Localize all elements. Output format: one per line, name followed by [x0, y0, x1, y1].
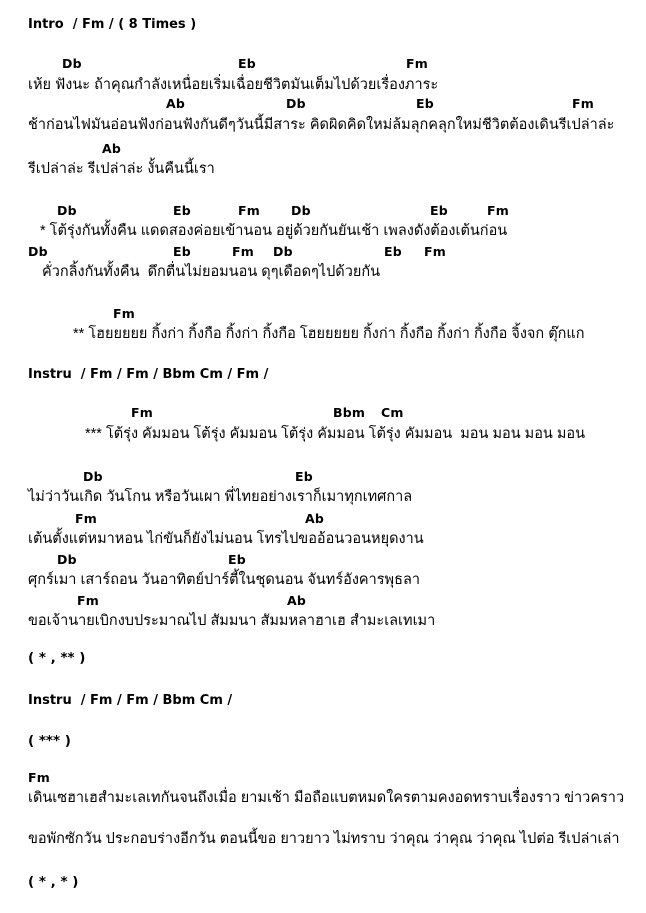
chord-label: Fm: [424, 244, 446, 259]
chord-label: Cm: [381, 405, 404, 420]
section-label: Instru / Fm / Fm / Bbm Cm /: [28, 693, 233, 708]
chord-label: Fm: [28, 770, 50, 785]
section-reference: ( * , * ): [28, 874, 79, 890]
chord-label: Fm: [75, 511, 97, 526]
chord-label: Eb: [173, 244, 191, 259]
chord-label: Ab: [287, 593, 307, 608]
chord-label: Eb: [430, 203, 448, 218]
chord-label: Db: [57, 203, 77, 218]
chord-label: Ab: [305, 511, 325, 526]
chord-label: Fm: [113, 306, 135, 321]
lyric-line: เห้ย ฟังนะ ถ้าคุณกำลังเหนื่อยเริ่มเฉื่อยชีวิตมันเต็มไปด้วยเรื่องภาระ: [28, 77, 439, 93]
chord-label: Db: [286, 96, 306, 111]
chord-label: Db: [62, 56, 82, 71]
chord-label: Eb: [416, 96, 434, 111]
lyric-line: รีเปล่าล่ะ รีเปล่าล่ะ งั้นคืนนี้เรา: [28, 161, 215, 177]
chord-label: Ab: [102, 141, 122, 156]
chord-label: Fm: [77, 593, 99, 608]
section-label: Intro / Fm / ( 8 Times ): [28, 17, 197, 32]
chord-label: Bbm: [333, 405, 366, 420]
lyric-line: *** โต้รุ่ง คัมมอน โต้รุ่ง คัมมอน โต้รุ่ง คัมมอน โต้รุ่ง คัมมอน มอน มอน มอน มอน: [85, 426, 586, 442]
lyric-line: ขอพักซักวัน ประกอบร่างอีกวัน ตอนนี้ขอ ยาวยาว ไม่ทราบ ว่าคุณ ว่าคุณ ว่าคุณ ไปต่อ รีเปล่าเล่า: [28, 831, 620, 847]
chord-label: Fm: [487, 203, 509, 218]
lyric-line: เดินเซฮาเฮสำมะเลเทกันจนถึงเมื่อ ยามเช้า มือถือแบตหมดใครตามคงอดทราบเรื่องราว ข่าวคราว: [28, 790, 625, 806]
lyric-line: ขอเจ้านายเบิกงบประมาณไป สัมมนา สัมมหลาฮาเฮ สำมะเลเทเมา: [28, 613, 436, 629]
chord-label: Fm: [572, 96, 594, 111]
chord-label: Fm: [406, 56, 428, 71]
chord-label: Fm: [131, 405, 153, 420]
chord-label: Ab: [166, 96, 186, 111]
chord-label: Db: [83, 469, 103, 484]
chord-label: Db: [273, 244, 293, 259]
lyric-line: คั่วกลิ้งกันทั้งคืน ดึกตื่นไม่ยอมนอน ดุๆเดือดๆไปด้วยกัน: [42, 264, 381, 280]
section-reference: ( * , ** ): [28, 650, 86, 666]
lyric-line: * โต้รุ่งกันทั้งคืน แดดสองค่อยเข้านอน อยู่ด้วยกันยันเช้า เพลงดังต้องเต้นก่อน: [40, 223, 508, 239]
chord-label: Db: [57, 552, 77, 567]
chord-label: Eb: [295, 469, 313, 484]
chord-label: Eb: [238, 56, 256, 71]
lyric-line: ช้าก่อนไฟมันอ่อนฟังก่อนฟังกันดีๆวันนี้มีสาระ คิดผิดคิดใหม่ล้มลุกคลุกใหม่ชีวิตต้องเดินรีเปล่าล่ะ: [28, 117, 615, 133]
chord-label: Fm: [238, 203, 260, 218]
chord-label: Eb: [228, 552, 246, 567]
lyric-line: ไม่ว่าวันเกิด วันโกน หรือวันเผา พี่ไทยอย่างเราก็เมาทุกเทศกาล: [28, 489, 413, 505]
chord-label: Eb: [384, 244, 402, 259]
lyric-line: ศุกร์เมา เสาร์ถอน วันอาทิตย์ปาร์ตี้ในชุดนอน จันทร์อังคารพุธลา: [28, 572, 420, 588]
chord-label: Eb: [173, 203, 191, 218]
section-reference: ( *** ): [28, 733, 71, 749]
lyric-line: เต้นตั้งแต่หมาหอน ไก่ขันก็ยังไม่นอน โทรไปขออ้อนวอนหยุดงาน: [28, 531, 424, 547]
chord-label: Db: [291, 203, 311, 218]
chord-label: Db: [28, 244, 48, 259]
lyric-line: ** โฮยยยยย กิ้งก่า กิ้งกือ กิ้งก่า กิ้งกือ โฮยยยยย กิ้งก่า กิ้งกือ กิ้งก่า กิ้งกือ จิ้งจก ตุ๊กแก: [73, 326, 585, 342]
chord-label: Fm: [232, 244, 254, 259]
section-label: Instru / Fm / Fm / Bbm Cm / Fm /: [28, 367, 269, 382]
